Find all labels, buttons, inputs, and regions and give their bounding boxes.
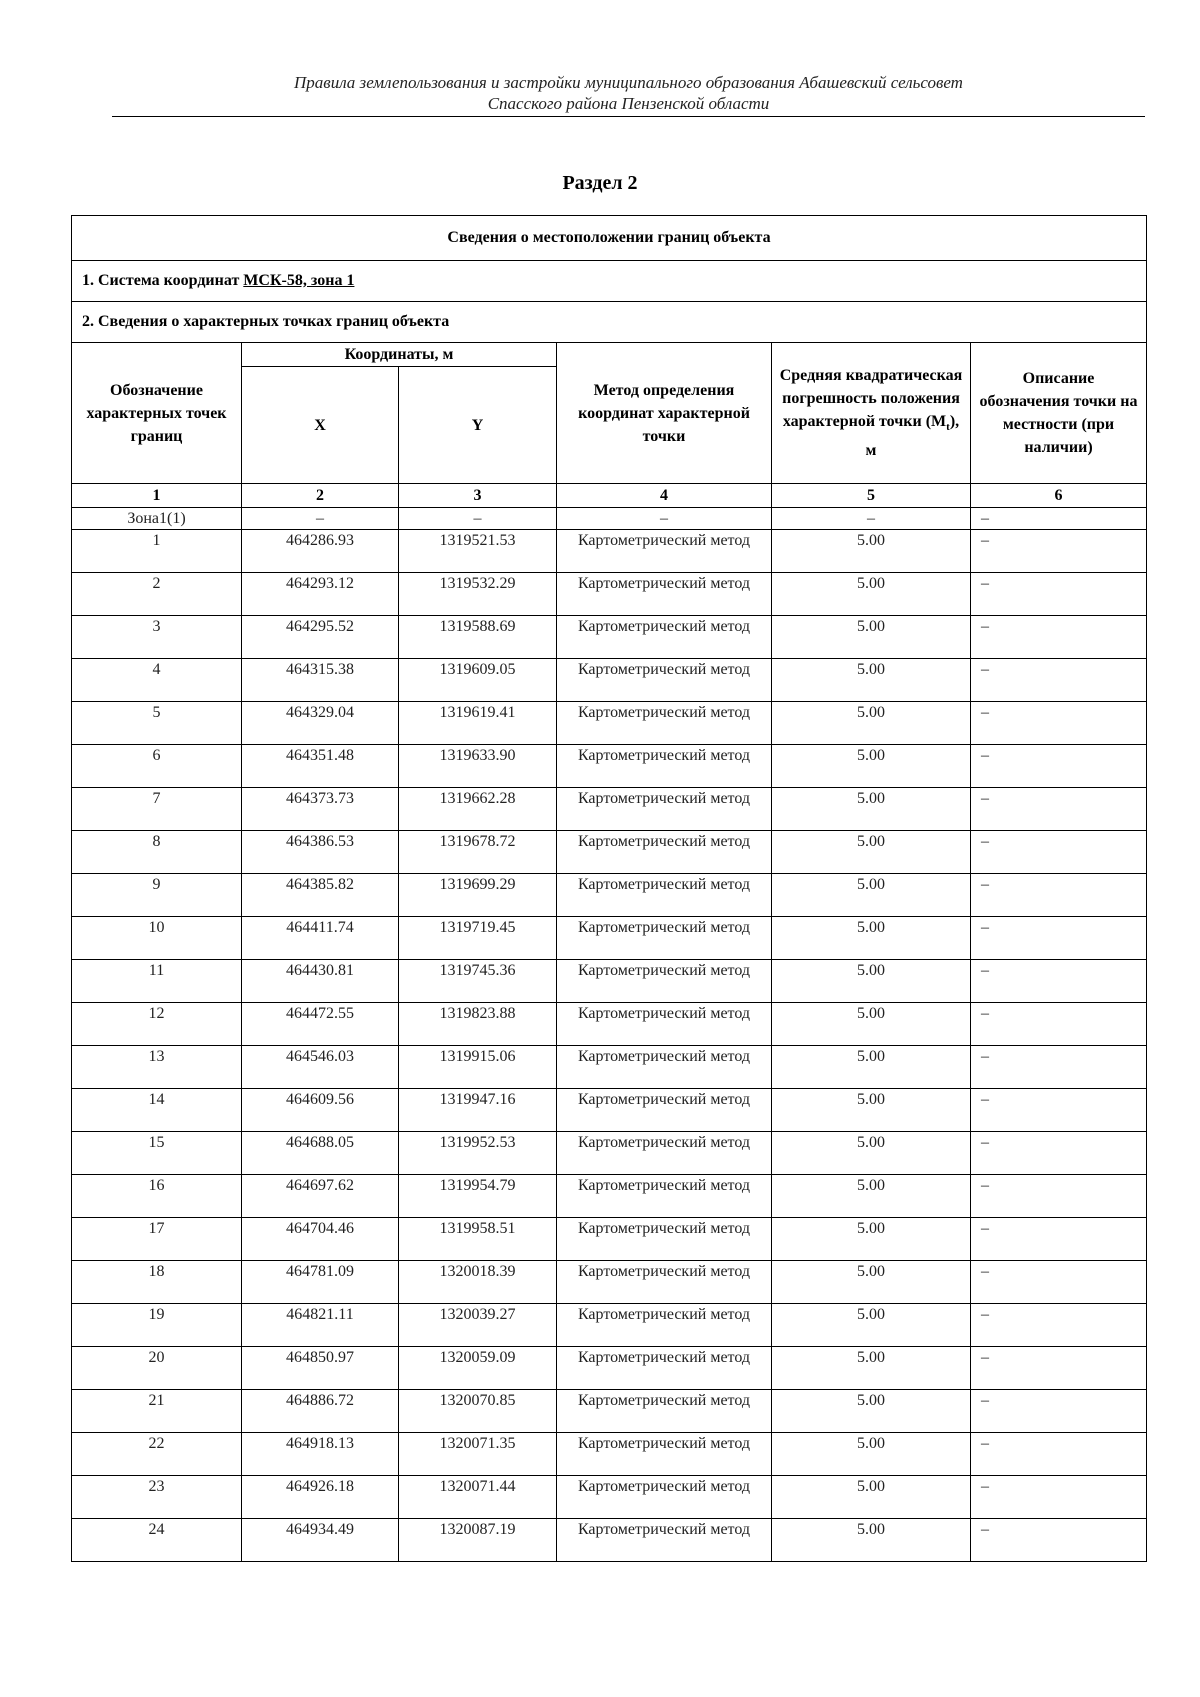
point-number: 7 bbox=[72, 788, 242, 831]
point-number: 6 bbox=[72, 745, 242, 788]
point-number: 5 bbox=[72, 702, 242, 745]
method: Картометрический метод bbox=[557, 745, 772, 788]
table-row bbox=[72, 1089, 1147, 1132]
method: Картометрический метод bbox=[557, 1218, 772, 1261]
coord-x: 464411.74 bbox=[242, 917, 399, 960]
coord-y: 1320087.19 bbox=[399, 1519, 557, 1562]
point-number: 20 bbox=[72, 1347, 242, 1390]
table-row bbox=[72, 1347, 1147, 1390]
table-row bbox=[72, 960, 1147, 1003]
coord-y: 1320018.39 bbox=[399, 1261, 557, 1304]
method: Картометрический метод bbox=[557, 1003, 772, 1046]
table-row bbox=[72, 1046, 1147, 1089]
point-description: – bbox=[971, 1046, 1147, 1089]
method: Картометрический метод bbox=[557, 1261, 772, 1304]
point-description: – bbox=[971, 1433, 1147, 1476]
boundary-points-table bbox=[71, 215, 1147, 1562]
coord-x: 464934.49 bbox=[242, 1519, 399, 1562]
column-number: 2 bbox=[242, 484, 399, 508]
method: Картометрический метод bbox=[557, 1519, 772, 1562]
point-number: 19 bbox=[72, 1304, 242, 1347]
header-divider bbox=[112, 116, 1145, 117]
coord-x: 464315.38 bbox=[242, 659, 399, 702]
point-description: – bbox=[971, 1132, 1147, 1175]
coord-x: 464886.72 bbox=[242, 1390, 399, 1433]
coord-y: 1319699.29 bbox=[399, 874, 557, 917]
mean-error: 5.00 bbox=[772, 1390, 971, 1433]
coord-y: 1319958.51 bbox=[399, 1218, 557, 1261]
point-description: – bbox=[971, 1089, 1147, 1132]
method: Картометрический метод bbox=[557, 1433, 772, 1476]
table-row bbox=[72, 1304, 1147, 1347]
mean-error: 5.00 bbox=[772, 616, 971, 659]
point-number: 9 bbox=[72, 874, 242, 917]
method: Картометрический метод bbox=[557, 616, 772, 659]
column-number: 6 bbox=[971, 484, 1147, 508]
coord-y: 1319745.36 bbox=[399, 960, 557, 1003]
method: Картометрический метод bbox=[557, 1347, 772, 1390]
coordinate-system bbox=[72, 261, 1147, 302]
mean-error: 5.00 bbox=[772, 1476, 971, 1519]
table-title: Сведения о местоположении границ объекта bbox=[72, 216, 1147, 261]
points-section-title: 2. Сведения о характерных точках границ объекта bbox=[72, 302, 1147, 343]
method: Картометрический метод bbox=[557, 1390, 772, 1433]
table-row bbox=[72, 702, 1147, 745]
column-number: 5 bbox=[772, 484, 971, 508]
coord-x: 464293.12 bbox=[242, 573, 399, 616]
coord-y: 1320059.09 bbox=[399, 1347, 557, 1390]
coord-x: 464472.55 bbox=[242, 1003, 399, 1046]
zone-cell: – bbox=[971, 508, 1147, 530]
column-number: 4 bbox=[557, 484, 772, 508]
point-number: 18 bbox=[72, 1261, 242, 1304]
point-description: – bbox=[971, 960, 1147, 1003]
coord-x: 464609.56 bbox=[242, 1089, 399, 1132]
header-method: Метод определения координат характерной точки bbox=[557, 343, 772, 484]
header-error bbox=[772, 343, 971, 484]
mean-error: 5.00 bbox=[772, 573, 971, 616]
method: Картометрический метод bbox=[557, 874, 772, 917]
point-number: 3 bbox=[72, 616, 242, 659]
coord-y: 1319947.16 bbox=[399, 1089, 557, 1132]
coord-y: 1319915.06 bbox=[399, 1046, 557, 1089]
coord-y: 1320039.27 bbox=[399, 1304, 557, 1347]
table-row bbox=[72, 659, 1147, 702]
table-row bbox=[72, 745, 1147, 788]
header-error-text: Средняя квадратическая погрешность положения характерной точки (M bbox=[779, 366, 963, 430]
point-description: – bbox=[971, 1261, 1147, 1304]
coord-x: 464329.04 bbox=[242, 702, 399, 745]
point-description: – bbox=[971, 1347, 1147, 1390]
mean-error: 5.00 bbox=[772, 659, 971, 702]
column-number: 1 bbox=[72, 484, 242, 508]
coord-y: 1319823.88 bbox=[399, 1003, 557, 1046]
zone-cell: – bbox=[557, 508, 772, 530]
method: Картометрический метод bbox=[557, 1132, 772, 1175]
coord-x: 464781.09 bbox=[242, 1261, 399, 1304]
header-description: Описание обозначения точки на местности (при наличии) bbox=[971, 343, 1147, 484]
table-row bbox=[72, 917, 1147, 960]
mean-error: 5.00 bbox=[772, 702, 971, 745]
method: Картометрический метод bbox=[557, 1046, 772, 1089]
point-description: – bbox=[971, 1175, 1147, 1218]
coord-x: 464821.11 bbox=[242, 1304, 399, 1347]
mean-error: 5.00 bbox=[772, 1433, 971, 1476]
table-row bbox=[72, 831, 1147, 874]
method: Картометрический метод bbox=[557, 788, 772, 831]
mean-error: 5.00 bbox=[772, 831, 971, 874]
table-row bbox=[72, 1003, 1147, 1046]
point-number: 21 bbox=[72, 1390, 242, 1433]
coord-x: 464704.46 bbox=[242, 1218, 399, 1261]
mean-error: 5.00 bbox=[772, 1347, 971, 1390]
coord-y: 1319952.53 bbox=[399, 1132, 557, 1175]
point-number: 1 bbox=[72, 530, 242, 573]
coord-y: 1319633.90 bbox=[399, 745, 557, 788]
header-line-2: Спасского района Пензенской области bbox=[487, 94, 770, 113]
mean-error: 5.00 bbox=[772, 1046, 971, 1089]
table-row bbox=[72, 530, 1147, 573]
point-description: – bbox=[971, 1476, 1147, 1519]
mean-error: 5.00 bbox=[772, 1519, 971, 1562]
table-row bbox=[72, 1390, 1147, 1433]
coord-x: 464926.18 bbox=[242, 1476, 399, 1519]
coord-y: 1319521.53 bbox=[399, 530, 557, 573]
point-number: 23 bbox=[72, 1476, 242, 1519]
section-title: Раздел 2 bbox=[562, 172, 638, 194]
method: Картометрический метод bbox=[557, 659, 772, 702]
method: Картометрический метод bbox=[557, 1476, 772, 1519]
point-description: – bbox=[971, 702, 1147, 745]
point-description: – bbox=[971, 530, 1147, 573]
coord-y: 1319532.29 bbox=[399, 573, 557, 616]
point-number: 11 bbox=[72, 960, 242, 1003]
coord-x: 464918.13 bbox=[242, 1433, 399, 1476]
table-row bbox=[72, 874, 1147, 917]
table-row bbox=[72, 1218, 1147, 1261]
coord-x: 464430.81 bbox=[242, 960, 399, 1003]
coord-x: 464697.62 bbox=[242, 1175, 399, 1218]
mean-error: 5.00 bbox=[772, 1132, 971, 1175]
method: Картометрический метод bbox=[557, 530, 772, 573]
coord-x: 464385.82 bbox=[242, 874, 399, 917]
coord-y: 1319719.45 bbox=[399, 917, 557, 960]
point-number: 10 bbox=[72, 917, 242, 960]
coord-x: 464351.48 bbox=[242, 745, 399, 788]
mean-error: 5.00 bbox=[772, 1218, 971, 1261]
header-coordinates: Координаты, м bbox=[242, 343, 557, 367]
table-row bbox=[72, 1261, 1147, 1304]
point-number: 16 bbox=[72, 1175, 242, 1218]
table-row bbox=[72, 1132, 1147, 1175]
coord-y: 1320071.35 bbox=[399, 1433, 557, 1476]
coord-y: 1320071.44 bbox=[399, 1476, 557, 1519]
point-description: – bbox=[971, 1218, 1147, 1261]
point-number: 15 bbox=[72, 1132, 242, 1175]
mean-error: 5.00 bbox=[772, 960, 971, 1003]
header-y: Y bbox=[399, 367, 557, 484]
zone-cell: – bbox=[242, 508, 399, 530]
method: Картометрический метод bbox=[557, 1304, 772, 1347]
mean-error: 5.00 bbox=[772, 788, 971, 831]
coordinate-system-value: МСК-58, зона 1 bbox=[243, 272, 355, 289]
point-description: – bbox=[971, 1390, 1147, 1433]
coord-y: 1319619.41 bbox=[399, 702, 557, 745]
method: Картометрический метод bbox=[557, 1175, 772, 1218]
mean-error: 5.00 bbox=[772, 1261, 971, 1304]
coord-x: 464688.05 bbox=[242, 1132, 399, 1175]
coord-x: 464286.93 bbox=[242, 530, 399, 573]
table-row bbox=[72, 616, 1147, 659]
point-number: 12 bbox=[72, 1003, 242, 1046]
zone-label: Зона1(1) bbox=[72, 508, 242, 530]
point-description: – bbox=[971, 831, 1147, 874]
mean-error: 5.00 bbox=[772, 1003, 971, 1046]
point-number: 8 bbox=[72, 831, 242, 874]
column-number-row bbox=[72, 484, 1147, 508]
coord-y: 1319588.69 bbox=[399, 616, 557, 659]
point-number: 17 bbox=[72, 1218, 242, 1261]
header-line-1: Правила землепользования и застройки муниципального образования Абашевский сельсовет bbox=[294, 73, 963, 92]
mean-error: 5.00 bbox=[772, 1175, 971, 1218]
point-number: 22 bbox=[72, 1433, 242, 1476]
coord-x: 464546.03 bbox=[242, 1046, 399, 1089]
method: Картометрический метод bbox=[557, 917, 772, 960]
mean-error: 5.00 bbox=[772, 874, 971, 917]
point-description: – bbox=[971, 1304, 1147, 1347]
page-header bbox=[112, 72, 1145, 114]
coord-y: 1319609.05 bbox=[399, 659, 557, 702]
coord-x: 464373.73 bbox=[242, 788, 399, 831]
coord-y: 1319678.72 bbox=[399, 831, 557, 874]
point-description: – bbox=[971, 745, 1147, 788]
point-description: – bbox=[971, 659, 1147, 702]
point-description: – bbox=[971, 616, 1147, 659]
zone-row bbox=[72, 508, 1147, 530]
point-description: – bbox=[971, 917, 1147, 960]
method: Картометрический метод bbox=[557, 573, 772, 616]
coord-y: 1319954.79 bbox=[399, 1175, 557, 1218]
point-description: – bbox=[971, 1003, 1147, 1046]
point-description: – bbox=[971, 788, 1147, 831]
coordinate-system-label: 1. Система координат bbox=[82, 272, 240, 289]
coord-x: 464850.97 bbox=[242, 1347, 399, 1390]
table-row bbox=[72, 1519, 1147, 1562]
header-designation: Обозначение характерных точек границ bbox=[72, 343, 242, 484]
method: Картометрический метод bbox=[557, 702, 772, 745]
zone-cell: – bbox=[399, 508, 557, 530]
data-rows bbox=[72, 530, 1147, 1562]
table-row bbox=[72, 788, 1147, 831]
table-row bbox=[72, 573, 1147, 616]
mean-error: 5.00 bbox=[772, 745, 971, 788]
table-row bbox=[72, 1476, 1147, 1519]
point-number: 13 bbox=[72, 1046, 242, 1089]
table-row bbox=[72, 1433, 1147, 1476]
point-number: 24 bbox=[72, 1519, 242, 1562]
table-row bbox=[72, 1175, 1147, 1218]
mean-error: 5.00 bbox=[772, 1089, 971, 1132]
point-description: – bbox=[971, 874, 1147, 917]
method: Картометрический метод bbox=[557, 1089, 772, 1132]
header-x: X bbox=[242, 367, 399, 484]
mean-error: 5.00 bbox=[772, 530, 971, 573]
coord-y: 1319662.28 bbox=[399, 788, 557, 831]
coord-y: 1320070.85 bbox=[399, 1390, 557, 1433]
mean-error: 5.00 bbox=[772, 917, 971, 960]
method: Картометрический метод bbox=[557, 960, 772, 1003]
coord-x: 464295.52 bbox=[242, 616, 399, 659]
header-error-unit: ), м bbox=[865, 412, 960, 460]
point-number: 2 bbox=[72, 573, 242, 616]
point-number: 4 bbox=[72, 659, 242, 702]
point-description: – bbox=[971, 573, 1147, 616]
point-description: – bbox=[971, 1519, 1147, 1562]
column-number: 3 bbox=[399, 484, 557, 508]
method: Картометрический метод bbox=[557, 831, 772, 874]
zone-cell: – bbox=[772, 508, 971, 530]
point-number: 14 bbox=[72, 1089, 242, 1132]
header-error-subscript: t bbox=[946, 421, 950, 434]
mean-error: 5.00 bbox=[772, 1304, 971, 1347]
coord-x: 464386.53 bbox=[242, 831, 399, 874]
